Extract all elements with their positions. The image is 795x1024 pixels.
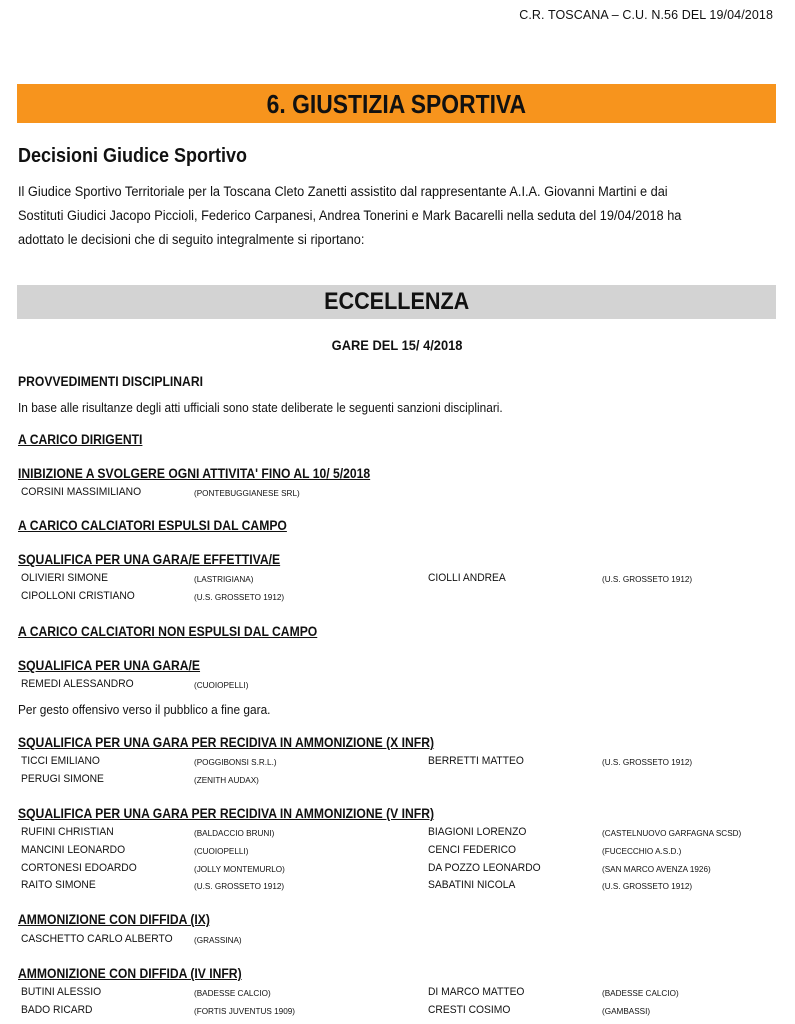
section-title: 6. GIUSTIZIA SPORTIVA <box>266 89 527 119</box>
header-reference: C.R. TOSCANA – C.U. N.56 DEL 19/04/2018 <box>519 8 773 22</box>
table-row <box>0 486 795 503</box>
team-name: (CASTELNUOVO GARFAGNA SCSD) <box>602 828 742 838</box>
recidiva-x-sanction: SQUALIFICA PER UNA GARA PER RECIDIVA IN AMMONIZIONE (X INFR) <box>18 735 435 750</box>
matches-date-heading <box>0 337 795 353</box>
player-name: CENCI FEDERICO <box>428 844 517 856</box>
team-name: (LASTRIGIANA) <box>194 574 254 584</box>
team-name: (BALDACCIO BRUNI) <box>194 828 275 838</box>
player-name: MANCINI LEONARDO <box>21 844 126 856</box>
player-name: BIAGIONI LORENZO <box>428 826 527 838</box>
player-name: DI MARCO MATTEO <box>428 986 525 998</box>
team-name: (U.S. GROSSETO 1912) <box>602 757 693 767</box>
team-name: (CUOIOPELLI) <box>194 680 249 690</box>
intro-line: Il Giudice Sportivo Territoriale per la Toscana Cleto Zanetti assistito dal rappresentante A.I.A. Giovanni Martini e dai <box>18 184 668 200</box>
team-name: (U.S. GROSSETO 1912) <box>194 881 285 891</box>
player-name: CORTONESI EDOARDO <box>21 862 137 874</box>
player-name: BADO RICARD <box>21 1004 93 1016</box>
espulsi-sanction: SQUALIFICA PER UNA GARA/E EFFETTIVA/E <box>18 552 281 567</box>
table-row <box>0 826 795 843</box>
table-row <box>0 773 795 790</box>
table-row <box>0 755 795 772</box>
player-name: REMEDI ALESSANDRO <box>21 678 134 690</box>
player-name: RAITO SIMONE <box>21 879 96 891</box>
team-name: (U.S. GROSSETO 1912) <box>602 574 693 584</box>
team-name: (SAN MARCO AVENZA 1926) <box>602 864 711 874</box>
diffida-iv-sanction: AMMONIZIONE CON DIFFIDA (IV INFR) <box>18 966 242 981</box>
player-name: TICCI EMILIANO <box>21 755 100 767</box>
intro-line: Sostituti Giudici Jacopo Piccioli, Federico Carpanesi, Andrea Tonerini e Mark Bacarelli nella seduta del 19/04/2018 ha <box>18 208 682 224</box>
table-row <box>0 678 795 695</box>
section-banner <box>17 84 776 123</box>
table-row <box>0 933 795 950</box>
page-subtitle: Decisioni Giudice Sportivo <box>18 145 248 167</box>
player-name: CIOLLI ANDREA <box>428 572 506 584</box>
sanction-note: Per gesto offensivo verso il pubblico a fine gara. <box>18 702 271 717</box>
team-name: (POGGIBONSI S.R.L.) <box>194 757 277 767</box>
matches-date-text: GARE DEL 15/ 4/2018 <box>332 337 463 353</box>
team-name: (U.S. GROSSETO 1912) <box>602 881 693 891</box>
table-row <box>0 1004 795 1021</box>
category-banner <box>17 285 776 319</box>
diffida-ix-sanction: AMMONIZIONE CON DIFFIDA (IX) <box>18 912 210 927</box>
provvedimenti-title: PROVVEDIMENTI DISCIPLINARI <box>18 374 203 389</box>
non-espulsi-sanction: SQUALIFICA PER UNA GARA/E <box>18 658 201 673</box>
team-name: (JOLLY MONTEMURLO) <box>194 864 285 874</box>
team-name: (BADESSE CALCIO) <box>602 988 679 998</box>
team-name: (PONTEBUGGIANESE SRL) <box>194 488 300 498</box>
player-name: BUTINI ALESSIO <box>21 986 102 998</box>
team-name: (CUOIOPELLI) <box>194 846 249 856</box>
team-name: (BADESSE CALCIO) <box>194 988 271 998</box>
recidiva-v-sanction: SQUALIFICA PER UNA GARA PER RECIDIVA IN AMMONIZIONE (V INFR) <box>18 806 435 821</box>
team-name: (FUCECCHIO A.S.D.) <box>602 846 682 856</box>
player-name: CRESTI COSIMO <box>428 1004 511 1016</box>
player-name: DA POZZO LEONARDO <box>428 862 541 874</box>
team-name: (GRASSINA) <box>194 935 242 945</box>
team-name: (GAMBASSI) <box>602 1006 651 1016</box>
player-name: OLIVIERI SIMONE <box>21 572 108 584</box>
non-espulsi-title: A CARICO CALCIATORI NON ESPULSI DAL CAMPO <box>18 624 318 639</box>
player-name: SABATINI NICOLA <box>428 879 516 891</box>
team-name: (ZENITH AUDAX) <box>194 775 259 785</box>
dirigenti-title: A CARICO DIRIGENTI <box>18 432 143 447</box>
provvedimenti-text: In base alle risultanze degli atti ufficiali sono state deliberate le seguenti sanzioni disciplinari. <box>18 400 503 415</box>
table-row <box>0 590 795 607</box>
category-title: ECCELLENZA <box>323 288 470 315</box>
team-name: (FORTIS JUVENTUS 1909) <box>194 1006 296 1016</box>
player-name: BERRETTI MATTEO <box>428 755 524 767</box>
intro-paragraph <box>18 180 774 252</box>
table-row <box>0 572 795 589</box>
table-row <box>0 862 795 879</box>
player-name: CIPOLLONI CRISTIANO <box>21 590 135 602</box>
table-row <box>0 986 795 1003</box>
table-row <box>0 879 795 896</box>
team-name: (U.S. GROSSETO 1912) <box>194 592 285 602</box>
espulsi-title: A CARICO CALCIATORI ESPULSI DAL CAMPO <box>18 518 287 533</box>
player-name: RUFINI CHRISTIAN <box>21 826 114 838</box>
table-row <box>0 844 795 861</box>
intro-line: adottato le decisioni che di seguito integralmente si riportano: <box>18 232 365 248</box>
player-name: CORSINI MASSIMILIANO <box>21 486 142 498</box>
dirigenti-sanction: INIBIZIONE A SVOLGERE OGNI ATTIVITA' FINO AL 10/ 5/2018 <box>18 466 371 481</box>
player-name: PERUGI SIMONE <box>21 773 104 785</box>
player-name: CASCHETTO CARLO ALBERTO <box>21 933 173 945</box>
